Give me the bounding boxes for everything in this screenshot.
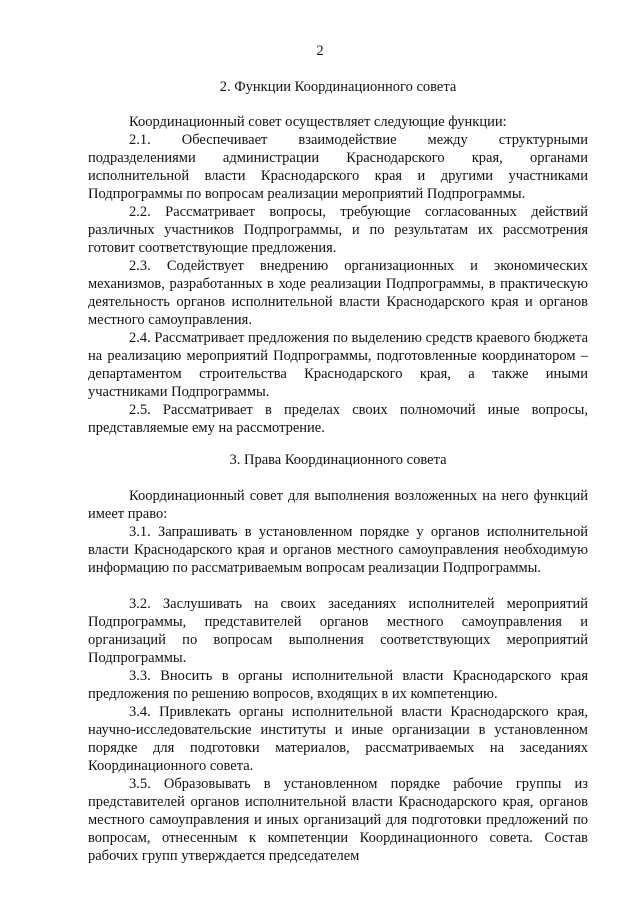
- section-3-title: 3. Права Координационного совета: [229, 452, 447, 468]
- function-2-3: 2.3. Содействует внедрению организационных и экономических механизмов, разработанных в ходе реализации Подпрограммы, в практическую деятельность органов исполнительной власти Краснодарского края и органов местного самоуправления.: [88, 258, 588, 328]
- function-2-1: 2.1. Обеспечивает взаимодействие между структурными подразделениями администрации Краснодарского края, органами исполнительной власти Краснодарского края и другими участниками Подпрограммы по вопросам реализации мероприятий Подпрограммы.: [88, 132, 588, 202]
- section-2-title: 2. Функции Координационного совета: [219, 79, 457, 95]
- section-2-intro: Координационный совет осуществляет следующие функции:: [129, 114, 507, 130]
- function-2-5: 2.5. Рассматривает в пределах своих полномочий иные вопросы, представляемые ему на рассмотрение.: [88, 402, 588, 436]
- right-3-3: 3.3. Вносить в органы исполнительной власти Краснодарского края предложения по решению вопросов, входящих в их компетенцию.: [88, 668, 588, 702]
- right-3-5: 3.5. Образовывать в установленном порядке рабочие группы из представителей органов исполнительной власти Краснодарского края, органов местного самоуправления и иных организаций для подготовки предложений по вопросам, отнесенным к компетенции Координационного совета. Состав рабочих групп утверждается председателем: [88, 776, 588, 864]
- section-3-intro: Координационный совет для выполнения возложенных на него функций имеет право:: [88, 488, 588, 522]
- right-3-2: 3.2. Заслушивать на своих заседаниях исполнителей мероприятий Подпрограммы, представителей органов местного самоуправления и организаций по вопросам выполнения соответствующих мероприятий Подпрограммы.: [88, 596, 588, 666]
- right-3-1: 3.1. Запрашивать в установленном порядке у органов исполнительной власти Краснодарского края и органов местного самоуправления необходимую информацию по рассматриваемым вопросам реализации Подпрограммы.: [88, 524, 588, 576]
- right-3-4: 3.4. Привлекать органы исполнительной власти Краснодарского края, научно-исследовательские институты и иные организации в установленном порядке для подготовки материалов, рассматриваемых на заседаниях Координационного совета.: [88, 704, 588, 774]
- page-number: 2: [316, 43, 324, 59]
- function-2-2: 2.2. Рассматривает вопросы, требующие согласованных действий различных участников Подпрограммы, и по результатам их рассмотрения готовит соответствующие предложения.: [88, 204, 588, 256]
- function-2-4: 2.4. Рассматривает предложения по выделению средств краевого бюджета на реализацию мероприятий Подпрограммы, подготовленные координатором – департаментом строительства Краснодарского края, а также иными участниками Подпрограммы.: [88, 330, 588, 400]
